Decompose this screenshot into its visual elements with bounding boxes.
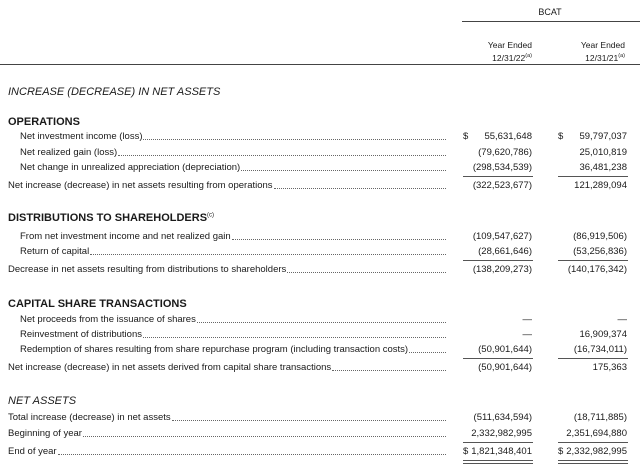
subtotal-rule: [558, 176, 628, 177]
value-2021: (86,919,506): [573, 231, 627, 242]
table-row: [0, 131, 640, 143]
row-label: Net increase (decrease) in net assets resulting from operations: [8, 180, 273, 191]
section-title-capital: CAPITAL SHARE TRANSACTIONS: [8, 298, 187, 310]
main-heading: INCREASE (DECREASE) IN NET ASSETS: [8, 86, 221, 98]
top-rule: [0, 64, 640, 65]
row-label: Total increase (decrease) in net assets: [8, 412, 171, 423]
subtotal-rule: [558, 358, 628, 359]
value-2022: (138,209,273): [472, 264, 532, 275]
column-header-2021-line2: 12/31/21$^{(a)}$: [585, 52, 625, 63]
value-2021: 25,010,819: [579, 147, 627, 158]
total-row: [0, 446, 640, 458]
row-label: Net proceeds from the issuance of shares: [20, 314, 196, 325]
total-row: [0, 180, 640, 192]
value-2021: (53,256,836): [573, 246, 627, 257]
row-label: End of year: [8, 446, 57, 457]
value-2022: (511,634,594): [473, 412, 532, 423]
value-2021: 2,332,982,995: [566, 446, 627, 457]
value-2021: 36,481,238: [579, 162, 627, 173]
table-row: [0, 246, 640, 258]
grand-total-double-rule: [463, 460, 533, 464]
header-rule: [462, 21, 640, 22]
table-row: [0, 231, 640, 243]
row-label: Net increase (decrease) in net assets derived from capital share transactions: [8, 362, 332, 373]
row-label: Net realized gain (loss): [20, 147, 118, 158]
subtotal-rule: [558, 260, 628, 261]
value-2021: (18,711,885): [573, 412, 627, 423]
table-row: [0, 329, 640, 341]
value-2021: (140,176,342): [567, 264, 627, 275]
row-label: From net investment income and net realized gain: [20, 231, 231, 242]
value-2021: —: [617, 314, 627, 325]
value-2021: 16,909,374: [579, 329, 627, 340]
value-2021: (16,734,011): [573, 344, 627, 355]
value-2022: (50,901,644): [478, 362, 532, 373]
fund-name: BCAT: [538, 7, 562, 17]
subtotal-rule: [463, 442, 533, 443]
table-row: [0, 412, 640, 424]
column-header-2022-line1: Year Ended: [487, 40, 532, 50]
value-2022: 1,821,348,401: [471, 446, 532, 457]
table-row: [0, 344, 640, 356]
section-title-net-assets: NET ASSETS: [8, 395, 77, 407]
row-label: Redemption of shares resulting from share repurchase program (including transaction costs): [20, 344, 409, 355]
value-2022: (28,661,646): [478, 246, 532, 257]
section-title-distributions: DISTRIBUTIONS TO SHAREHOLDERS$^{(c)}$: [8, 212, 215, 224]
subtotal-rule: [463, 260, 533, 261]
row-label: Reinvestment of distributions: [20, 329, 142, 340]
value-2022: (109,547,627): [472, 231, 532, 242]
table-row: [0, 428, 640, 440]
value-2022: —: [522, 314, 532, 325]
value-2022: (298,534,539): [472, 162, 532, 173]
currency-symbol: $: [463, 446, 469, 457]
row-label: Decrease in net assets resulting from distributions to shareholders: [8, 264, 287, 275]
value-2021: 2,351,694,880: [566, 428, 627, 439]
row-label: Net investment income (loss): [20, 131, 143, 142]
value-2021: 59,797,037: [579, 131, 627, 142]
column-header-2022: [488, 40, 532, 64]
value-2021: 175,363: [592, 362, 627, 373]
value-2022: —: [522, 329, 532, 340]
value-2022: 55,631,648: [484, 131, 532, 142]
value-2022: (79,620,786): [478, 147, 532, 158]
table-row: [0, 147, 640, 159]
currency-symbol: $: [463, 131, 469, 142]
table-row: [0, 314, 640, 326]
column-header-2021-line1: Year Ended: [580, 40, 625, 50]
row-label: Beginning of year: [8, 428, 82, 439]
currency-symbol: $: [558, 131, 564, 142]
subtotal-rule: [558, 442, 628, 443]
row-label: Net change in unrealized appreciation (depreciation): [20, 162, 241, 173]
subtotal-rule: [463, 358, 533, 359]
column-header-2022-line2: 12/31/22$^{(a)}$: [492, 52, 532, 63]
subtotal-rule: [463, 176, 533, 177]
value-2022: (322,523,677): [472, 180, 532, 191]
total-row: [0, 264, 640, 276]
currency-symbol: $: [558, 446, 564, 457]
table-row: [0, 162, 640, 174]
value-2022: (50,901,644): [478, 344, 532, 355]
value-2022: 2,332,982,995: [471, 428, 532, 439]
grand-total-double-rule: [558, 460, 628, 464]
total-row: [0, 362, 640, 374]
column-header-2021: [581, 40, 625, 64]
row-label: Return of capital: [20, 246, 90, 257]
value-2021: 121,289,094: [574, 180, 627, 191]
section-title-operations: OPERATIONS: [8, 116, 80, 128]
